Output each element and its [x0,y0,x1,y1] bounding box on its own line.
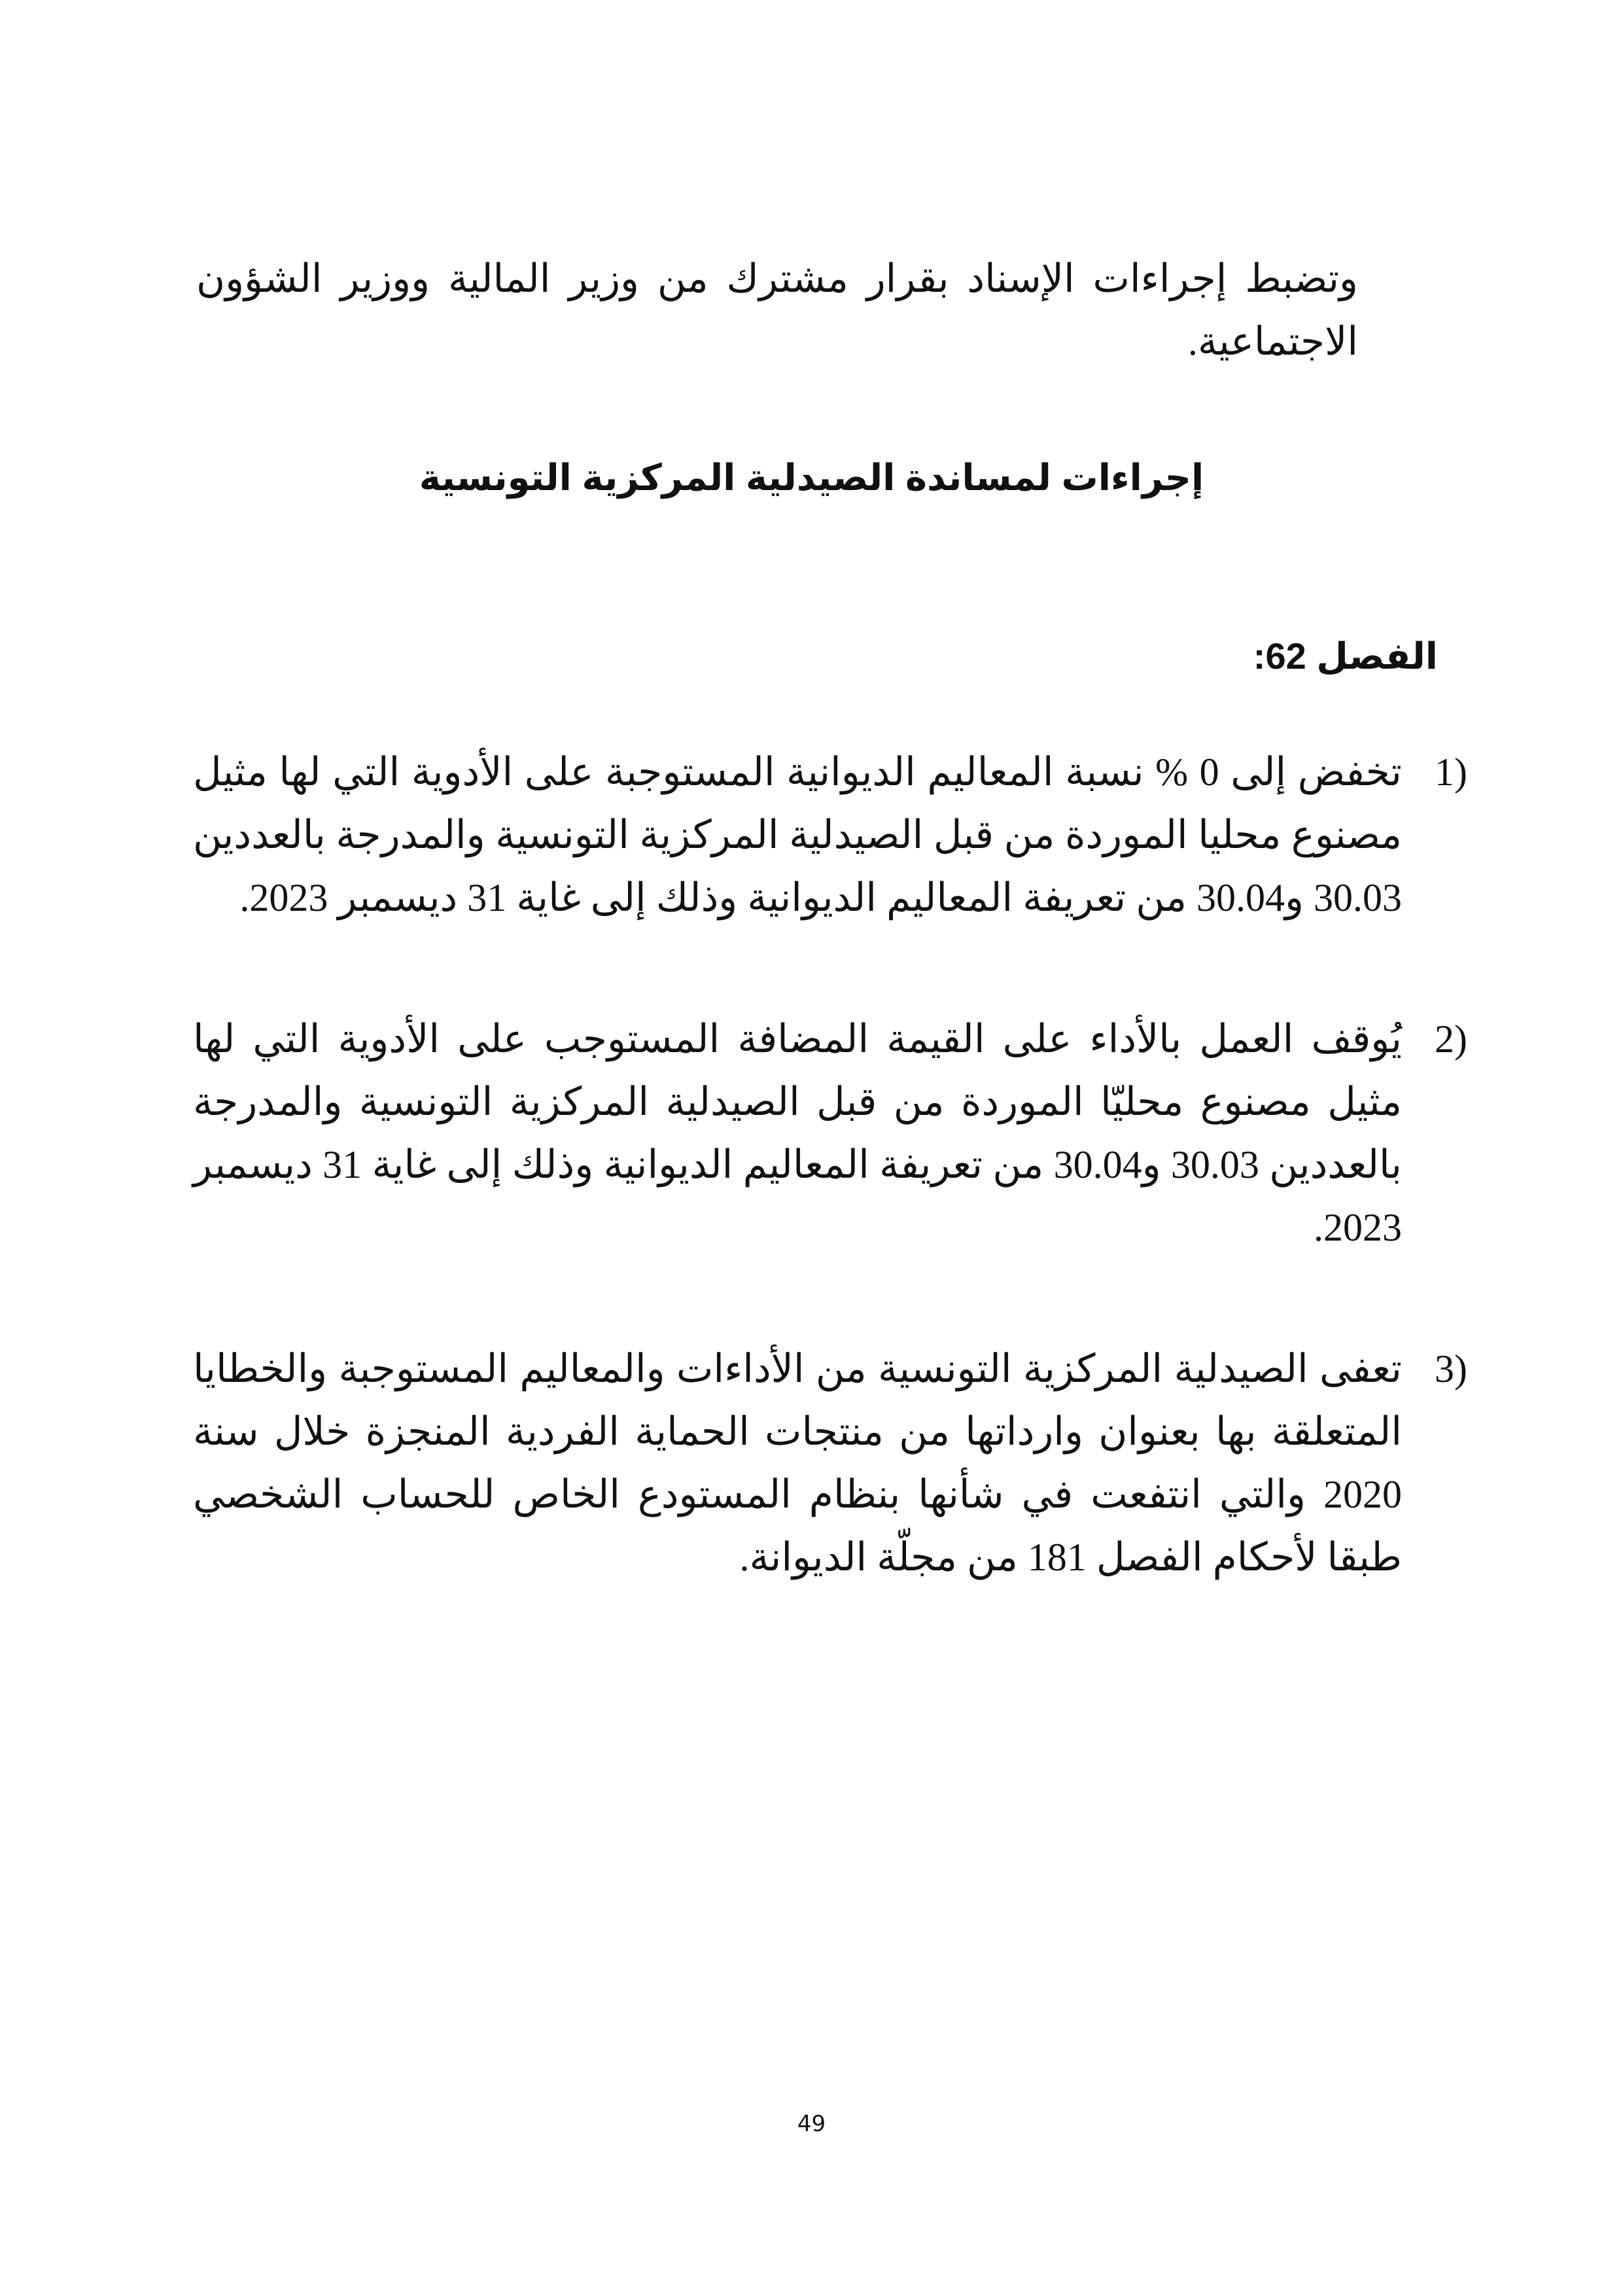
provisions-list [193,741,1467,1667]
provision-text: يُوقف العمل بالأداء على القيمة المضافة المستوجب على الأدوية التي لها مثيل مصنوع محليّا الموردة من قبل الصيدلية المركزية التونسية والمدرجة بالعددين 30.03 و30.04 من تعريفة المعاليم الديوانية وذلك إلى غاية 31 ديسمبر 2023. [193,1017,1402,1249]
chapter-title: الفصل 62: [1253,635,1438,677]
provision-number: 2) [1435,1017,1467,1061]
provision-item-2 [193,1008,1467,1259]
page-number: 49 [797,2111,826,2137]
provision-number: 1) [1435,751,1467,794]
provision-text: تعفى الصيدلية المركزية التونسية من الأداءات والمعاليم المستوجبة والخطايا المتعلقة بها بعنوان وارداتها من منتجات الحماية الفردية المنجزة خلال سنة 2020 والتي انتفعت في شأنها بنظام المستودع الخاص للحساب الشخصي طبقا لأحكام الفصل 181 من مجلّة الديوانة. [193,1347,1402,1579]
provision-item-1 [193,741,1467,929]
provision-item-3 [193,1337,1467,1589]
section-heading: إجراءات لمساندة الصيدلية المركزية التونسية [419,457,1204,498]
intro-paragraph: وتضبط إجراءات الإسناد بقرار مشترك من وزير المالية ووزير الشؤون الاجتماعية. [196,257,1358,363]
provision-text: تخفض إلى 0 % نسبة المعاليم الديوانية المستوجبة على الأدوية التي لها مثيل مصنوع محليا الموردة من قبل الصيدلية المركزية التونسية والمدرجة بالعددين 30.03 و30.04 من تعريفة المعاليم الديوانية وذلك إلى غاية 31 ديسمبر 2023. [193,751,1402,919]
provision-number: 3) [1435,1347,1467,1390]
